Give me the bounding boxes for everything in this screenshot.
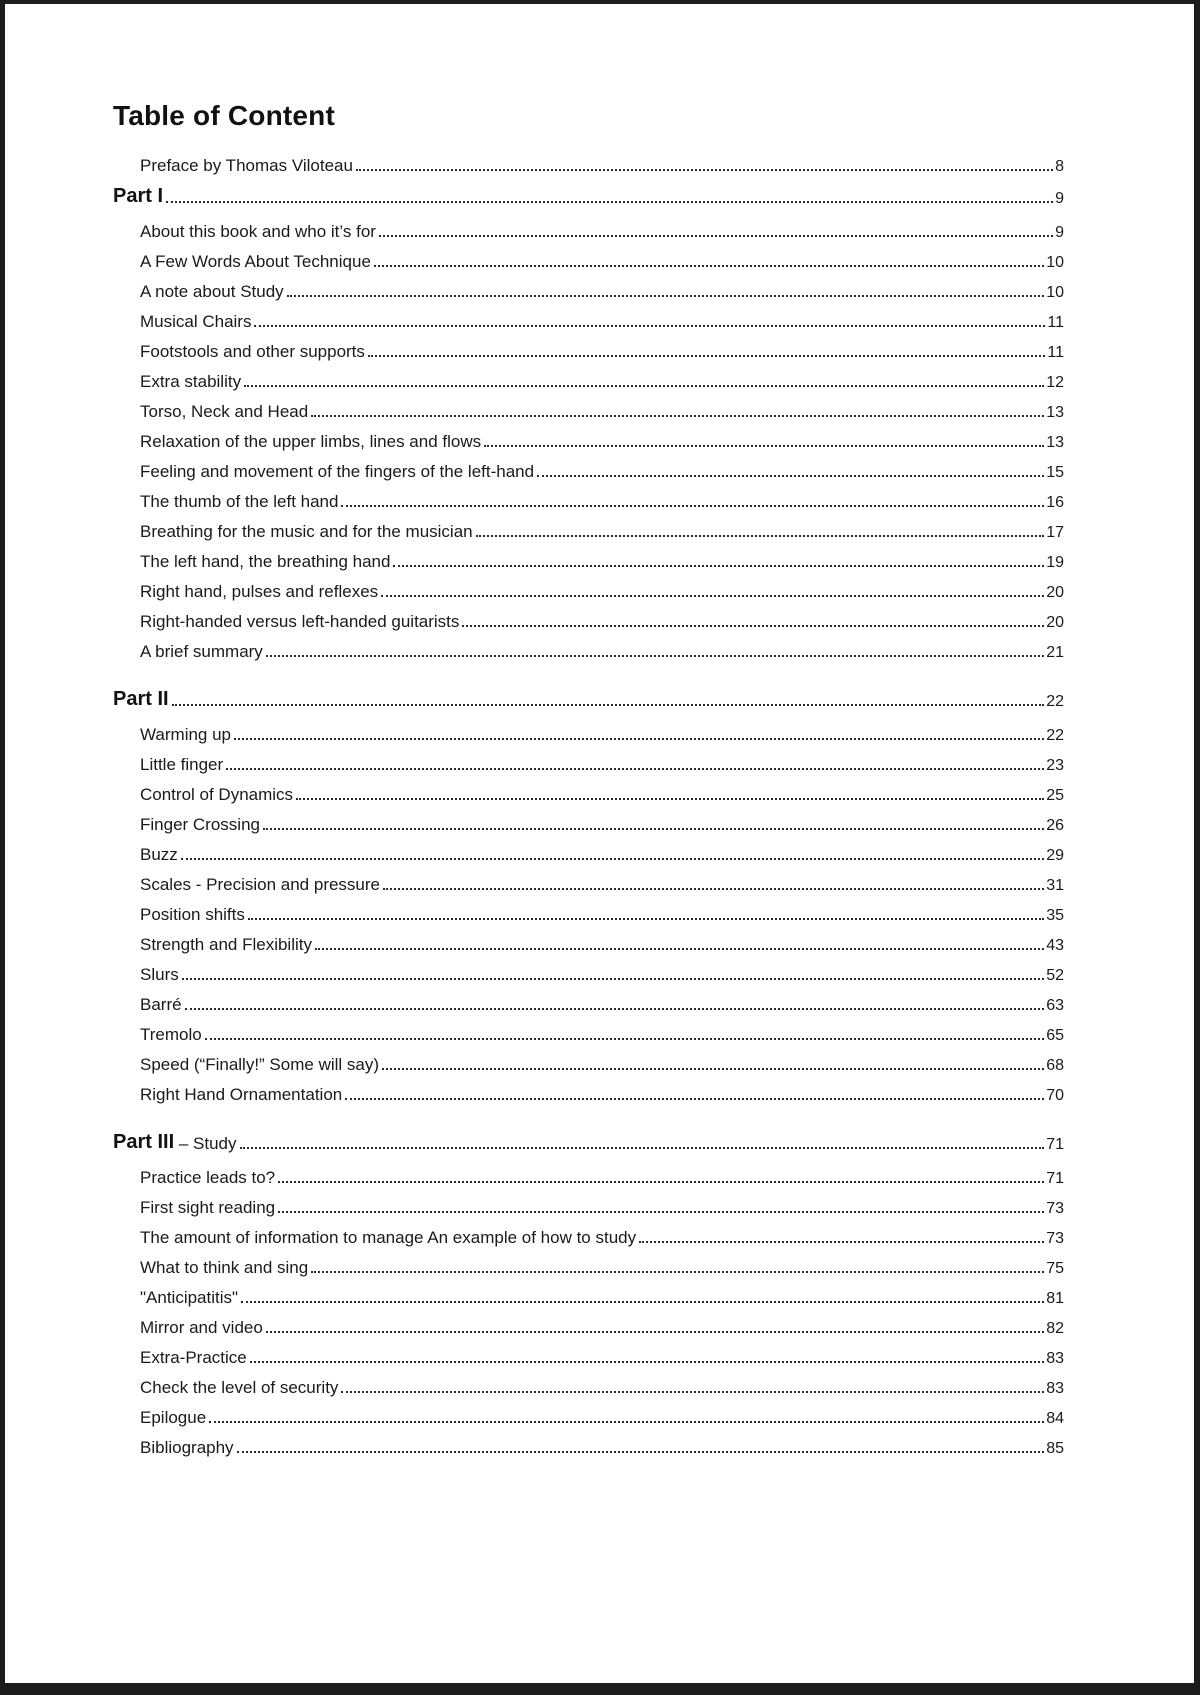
toc-entry-page-number: 35	[1046, 907, 1064, 924]
dot-leader	[287, 295, 1045, 297]
toc-entry-page-number: 22	[1046, 727, 1064, 744]
toc-entry	[113, 835, 1064, 865]
dot-leader	[315, 948, 1044, 950]
toc-entry	[113, 1368, 1064, 1398]
dot-leader	[166, 201, 1053, 203]
toc-entry-label: First sight reading	[140, 1198, 276, 1217]
toc-content	[5, 4, 1194, 1498]
toc-entry	[113, 775, 1064, 805]
toc-entry	[113, 1428, 1064, 1458]
toc-entry	[113, 542, 1064, 572]
toc-entry-label: Relaxation of the upper limbs, lines and flows	[140, 432, 482, 451]
toc-entry	[113, 1338, 1064, 1368]
toc-entry	[113, 1045, 1064, 1075]
toc-entry-page-number: 82	[1046, 1320, 1064, 1337]
dot-leader	[393, 565, 1044, 567]
toc-entry	[113, 1278, 1064, 1308]
dot-leader	[382, 1068, 1044, 1070]
dot-leader	[234, 738, 1044, 740]
toc-entry	[113, 302, 1064, 332]
toc-entry-label: A Few Words About Technique	[140, 252, 371, 271]
toc-entry-label: "Anticipatitis"	[140, 1288, 239, 1307]
toc-entry	[113, 632, 1064, 662]
toc-entry	[113, 602, 1064, 632]
dot-leader	[341, 505, 1044, 507]
toc-entry-page-number: 26	[1046, 817, 1064, 834]
toc-entry-page-number: 81	[1046, 1290, 1064, 1307]
toc-entry	[113, 895, 1064, 925]
toc-entry-page-number: 9	[1055, 190, 1064, 207]
dot-leader	[263, 828, 1044, 830]
toc-entry-page-number: 11	[1047, 344, 1064, 361]
toc-entry-page-number: 23	[1046, 757, 1064, 774]
toc-entry-page-number: 70	[1046, 1087, 1064, 1104]
toc-entry-page-number: 22	[1046, 693, 1064, 710]
toc-entry-label: Slurs	[140, 965, 179, 984]
toc-entry-page-number: 13	[1046, 434, 1064, 451]
toc-entry-page-number: 9	[1055, 224, 1064, 241]
toc-entry-label: Bibliography	[140, 1438, 234, 1457]
dot-leader	[278, 1211, 1044, 1213]
dot-leader	[182, 978, 1044, 980]
toc-entry-page-number: 17	[1046, 524, 1064, 541]
toc-entry-page-number: 71	[1046, 1170, 1064, 1187]
toc-entry-page-number: 75	[1046, 1260, 1064, 1277]
toc-entry-page-number: 8	[1055, 158, 1064, 175]
dot-leader	[266, 655, 1044, 657]
toc-entry-label: Footstools and other supports	[140, 342, 365, 361]
toc-entry-page-number: 21	[1046, 644, 1064, 661]
dot-leader	[240, 1147, 1045, 1149]
toc-entry-label: Feeling and movement of the fingers of the left-hand	[140, 462, 535, 481]
toc-entry-page-number: 83	[1046, 1350, 1064, 1367]
toc-entry	[113, 715, 1064, 745]
toc-entry	[113, 146, 1064, 176]
dot-leader	[205, 1038, 1044, 1040]
dot-leader	[537, 475, 1044, 477]
toc-entry	[113, 1218, 1064, 1248]
toc-entry	[113, 955, 1064, 985]
toc-entry	[113, 985, 1064, 1015]
toc-entry-label: Extra stability	[140, 372, 242, 391]
toc-entry-label: Barré	[140, 995, 182, 1014]
toc-entry-page-number: 15	[1046, 464, 1064, 481]
toc-entry	[113, 805, 1064, 835]
page-title: Table of Content	[113, 100, 335, 131]
toc-entry-label-suffix: – Study	[174, 1134, 237, 1153]
toc-entry	[113, 679, 1064, 711]
toc-entry-page-number: 16	[1046, 494, 1064, 511]
toc-entry-label: Torso, Neck and Head	[140, 402, 309, 421]
toc-entry	[113, 865, 1064, 895]
dot-leader	[383, 888, 1044, 890]
toc-entry-label: Position shifts	[140, 905, 245, 924]
toc-entry-label: Tremolo	[140, 1025, 202, 1044]
toc-entry	[113, 1248, 1064, 1278]
toc-entry	[113, 1075, 1064, 1105]
toc-entry-page-number: 84	[1046, 1410, 1064, 1427]
toc-entry	[113, 512, 1064, 542]
toc-entry-page-number: 31	[1046, 877, 1064, 894]
toc-entry-label: Buzz	[140, 845, 178, 864]
toc-entry	[113, 392, 1064, 422]
toc-entry	[113, 1398, 1064, 1428]
dot-leader	[172, 704, 1045, 706]
toc-entry-label: Breathing for the music and for the musician	[140, 522, 473, 541]
toc-entry-label: Right-handed versus left-handed guitarists	[140, 612, 460, 631]
toc-entry-page-number: 20	[1046, 614, 1064, 631]
toc-entry	[113, 362, 1064, 392]
toc-entry	[113, 1015, 1064, 1045]
toc-entry-label: The amount of information to manage An example of how to study	[140, 1228, 637, 1247]
dot-leader	[379, 235, 1053, 237]
toc-entry-label: Extra-Practice	[140, 1348, 247, 1367]
toc-entry	[113, 1122, 1064, 1154]
toc-entry-page-number: 73	[1046, 1230, 1064, 1247]
toc-entry-page-number: 12	[1046, 374, 1064, 391]
dot-leader	[341, 1391, 1044, 1393]
toc-entry	[113, 332, 1064, 362]
toc-entry	[113, 212, 1064, 242]
dot-leader	[462, 625, 1044, 627]
dot-leader	[244, 385, 1044, 387]
toc-entry-label: Part III	[113, 1131, 175, 1153]
dot-leader	[181, 858, 1044, 860]
toc-entry-label: Mirror and video	[140, 1318, 263, 1337]
dot-leader	[250, 1361, 1044, 1363]
toc-entry-page-number: 63	[1046, 997, 1064, 1014]
toc-entry-label: Preface by Thomas Viloteau	[140, 156, 353, 175]
toc-entry-label: Epilogue	[140, 1408, 207, 1427]
dot-leader	[266, 1331, 1044, 1333]
toc-entry-page-number: 43	[1046, 937, 1064, 954]
toc-entry-page-number: 25	[1046, 787, 1064, 804]
dot-leader	[356, 169, 1053, 171]
toc-entry	[113, 1158, 1064, 1188]
toc-entry-label: Practice leads to?	[140, 1168, 276, 1187]
toc-entry-page-number: 10	[1046, 284, 1064, 301]
dot-leader	[185, 1008, 1045, 1010]
dot-leader	[368, 355, 1045, 357]
dot-leader	[226, 768, 1044, 770]
toc-entry-page-number: 52	[1046, 967, 1064, 984]
toc-entry-label: About this book and who it’s for	[140, 222, 376, 241]
toc-entry	[113, 925, 1064, 955]
toc-entry	[113, 272, 1064, 302]
toc-entry-label: Strength and Flexibility	[140, 935, 312, 954]
toc-entry-page-number: 71	[1046, 1136, 1064, 1153]
toc-entry-label: Right hand, pulses and reflexes	[140, 582, 379, 601]
dot-leader	[248, 918, 1044, 920]
toc-entry-page-number: 68	[1046, 1057, 1064, 1074]
toc-entry-label: A note about Study	[140, 282, 284, 301]
dot-leader	[254, 325, 1045, 327]
toc-entry-page-number: 11	[1047, 314, 1064, 331]
toc-entry-page-number: 65	[1046, 1027, 1064, 1044]
dot-leader	[237, 1451, 1045, 1453]
dot-leader	[381, 595, 1044, 597]
dot-leader	[278, 1181, 1044, 1183]
toc-entry	[113, 1188, 1064, 1218]
toc-entry	[113, 1308, 1064, 1338]
toc-entry-page-number: 19	[1046, 554, 1064, 571]
toc-entry-label: A brief summary	[140, 642, 263, 661]
toc-entry-page-number: 13	[1046, 404, 1064, 421]
toc-entry	[113, 242, 1064, 272]
toc-entry-page-number: 85	[1046, 1440, 1064, 1457]
toc-entry	[113, 452, 1064, 482]
toc-entry-label: Check the level of security	[140, 1378, 339, 1397]
toc-entry-page-number: 10	[1046, 254, 1064, 271]
toc-entry	[113, 422, 1064, 452]
dot-leader	[476, 535, 1045, 537]
toc-list	[113, 146, 1064, 1458]
toc-entry	[113, 572, 1064, 602]
dot-leader	[311, 415, 1044, 417]
toc-entry-page-number: 83	[1046, 1380, 1064, 1397]
dot-leader	[374, 265, 1044, 267]
toc-entry-page-number: 20	[1046, 584, 1064, 601]
dot-leader	[311, 1271, 1044, 1273]
toc-entry-label: Scales - Precision and pressure	[140, 875, 381, 894]
toc-entry-label: Warming up	[140, 725, 232, 744]
dot-leader	[345, 1098, 1044, 1100]
toc-entry-label: Right Hand Ornamentation	[140, 1085, 343, 1104]
toc-entry-label: Speed (“Finally!” Some will say)	[140, 1055, 380, 1074]
toc-entry	[113, 176, 1064, 208]
toc-entry-label: Control of Dynamics	[140, 785, 294, 804]
toc-entry	[113, 745, 1064, 775]
toc-entry-label: The left hand, the breathing hand	[140, 552, 391, 571]
dot-leader	[296, 798, 1044, 800]
toc-entry-label: The thumb of the left hand	[140, 492, 339, 511]
toc-entry-label: Finger Crossing	[140, 815, 260, 834]
dot-leader	[484, 445, 1044, 447]
toc-entry-page-number: 29	[1046, 847, 1064, 864]
dot-leader	[241, 1301, 1044, 1303]
toc-entry-label: Little finger	[140, 755, 224, 774]
dot-leader	[209, 1421, 1044, 1423]
toc-entry-label: Part II	[113, 688, 169, 710]
dot-leader	[639, 1241, 1044, 1243]
toc-entry-label: Part I	[113, 185, 164, 207]
toc-entry-label: Musical Chairs	[140, 312, 252, 331]
toc-entry	[113, 482, 1064, 512]
toc-entry-page-number: 73	[1046, 1200, 1064, 1217]
toc-entry-label: What to think and sing	[140, 1258, 309, 1277]
